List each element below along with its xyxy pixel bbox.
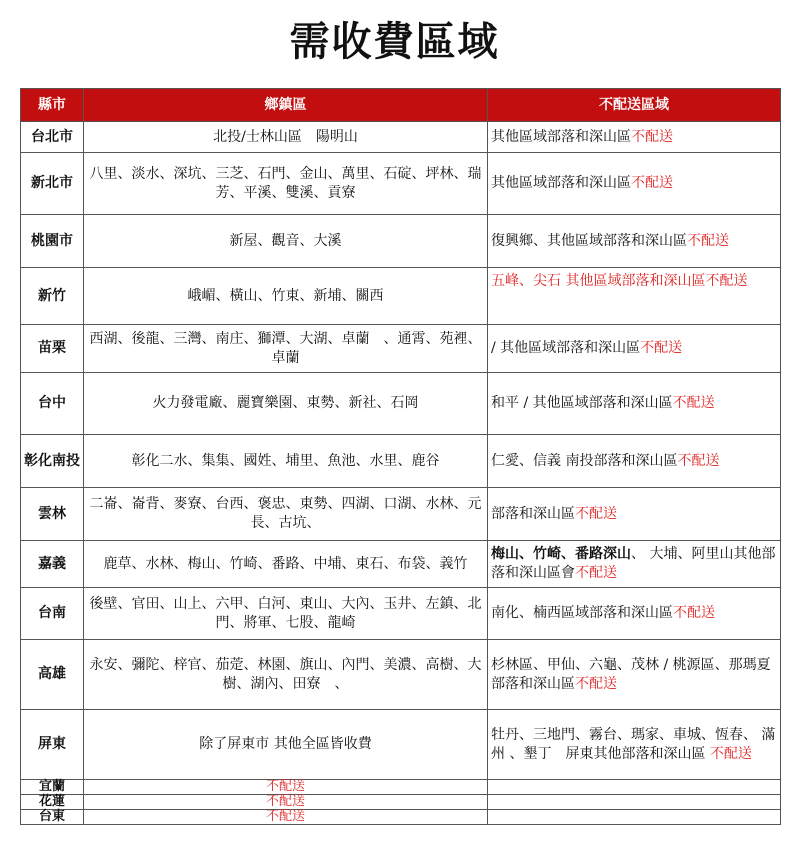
towns-cell: 火力發電廠、麗寶樂園、東勢、新社、石岡 [84,373,488,435]
table-row [21,325,781,373]
excluded-cell [488,780,781,795]
excluded-cell [488,122,781,153]
county-cell: 苗栗 [21,325,84,373]
excluded-cell [488,640,781,710]
header-county: 縣市 [21,89,84,122]
excluded-text: 南化、楠西區域部落和深山區 [491,605,673,621]
excluded-text: 和平 / 其他區域部落和深山區 [491,395,673,411]
table-row [21,588,781,640]
excluded-cell [488,488,781,541]
towns-cell: 不配送 [84,795,488,810]
excluded-text: 復興鄉、其他區域部落和深山區 [491,232,687,249]
no-delivery-label: 不配送 [631,175,673,191]
table-row [21,373,781,435]
excluded-cell [488,541,781,588]
towns-cell: 彰化二水、集集、國姓、埔里、魚池、水里、鹿谷 [84,435,488,488]
excluded-cell [488,153,781,215]
excluded-cell [488,373,781,435]
towns-cell: 峨嵋、橫山、竹東、新埔、關西 [84,268,488,325]
towns-cell: 八里、淡水、深坑、三芝、石門、金山、萬里、石碇、坪林、瑞芳、平溪、雙溪、貢寮 [84,153,488,215]
table-row [21,153,781,215]
no-delivery-label: 不配送 [575,675,617,692]
county-cell: 宜蘭 [21,780,84,795]
county-cell: 高雄 [21,640,84,710]
towns-cell: 除了屏東市 其他全區皆收費 [84,710,488,780]
county-cell: 嘉義 [21,541,84,588]
excluded-cell [488,795,781,810]
no-delivery-label: 不配送 [677,452,720,469]
towns-cell: 西湖、後龍、三灣、南庄、獅潭、大湖、卓蘭 、通霄、苑裡、卓蘭 [84,325,488,373]
excluded-text: 部落和深山區 [491,505,575,522]
excluded-text: 、 大埔、阿里山其他部落和深山區會 [491,546,776,581]
no-delivery-label: 不配送 [672,395,715,411]
excluded-cell [488,325,781,373]
county-cell: 彰化南投 [21,435,84,488]
excluded-cell [488,810,781,825]
header-towns: 鄉鎮區 [84,89,488,122]
county-cell: 新竹 [21,268,84,325]
towns-cell: 永安、彌陀、梓官、茄萣、林園、旗山、內門、美濃、高樹、大樹、湖內、田寮 、 [84,640,488,710]
fee-area-table [20,88,781,825]
excluded-cell [488,588,781,640]
excluded-text: 其他區域部落和深山區 [491,128,631,145]
towns-cell: 北投/士林山區 陽明山 [84,122,488,153]
excluded-text: 仁愛、信義 南投部落和深山區 [491,452,678,469]
county-cell: 台南 [21,588,84,640]
excluded-text: 其他區域部落和深山區 [491,175,631,191]
table-header-row [21,89,781,122]
no-delivery-label: 不配送 [631,128,673,145]
towns-cell: 鹿草、水林、梅山、竹崎、番路、中埔、東石、布袋、義竹 [84,541,488,588]
towns-cell: 二崙、崙背、麥寮、台西、褒忠、東勢、四湖、口湖、水林、元長、古坑、 [84,488,488,541]
table-row [21,780,781,795]
table-row [21,810,781,825]
excluded-text: 杉林區、甲仙、六龜、茂林 / 桃源區、那瑪夏部落和深山區 [491,656,771,692]
county-cell: 新北市 [21,153,84,215]
no-delivery-label: 不配送 [673,605,715,621]
table-row [21,435,781,488]
county-cell: 台北市 [21,122,84,153]
excluded-bold-text: 梅山、竹崎、番路深山 [491,546,631,562]
county-cell: 屏東 [21,710,84,780]
table-row [21,541,781,588]
table-row [21,268,781,325]
county-cell: 雲林 [21,488,84,541]
county-cell: 桃園市 [21,215,84,268]
table-row [21,795,781,810]
excluded-cell [488,215,781,268]
towns-cell: 不配送 [84,810,488,825]
county-cell: 台中 [21,373,84,435]
excluded-text: / 其他區域部落和深山區 [491,340,641,356]
no-delivery-label: 不配送 [687,232,729,249]
towns-cell: 新屋、觀音、大溪 [84,215,488,268]
header-excluded: 不配送區域 [488,89,781,122]
excluded-cell [488,435,781,488]
page-title: 需收費區域 [289,19,500,65]
table-row [21,488,781,541]
excluded-cell: 五峰、尖石 其他區域部落和深山區不配送 [488,268,781,325]
no-delivery-label: 不配送 [575,565,617,581]
table-row [21,215,781,268]
no-delivery-label: 不配送 [575,505,617,522]
excluded-cell [488,710,781,780]
excluded-text: 牡丹、三地門、霧台、瑪家、車城、恆春、 滿州 、墾丁 屏東其他部落和深山區 [491,726,776,762]
towns-cell: 後壁、官田、山上、六甲、白河、東山、大內、玉井、左鎮、北門、將軍、七股、龍崎 [84,588,488,640]
no-delivery-label: 不配送 [709,745,752,762]
table-row [21,640,781,710]
no-delivery-label: 不配送 [640,340,683,356]
table-row [21,710,781,780]
county-cell: 花蓮 [21,795,84,810]
table-row [21,122,781,153]
towns-cell: 不配送 [84,780,488,795]
county-cell: 台東 [21,810,84,825]
